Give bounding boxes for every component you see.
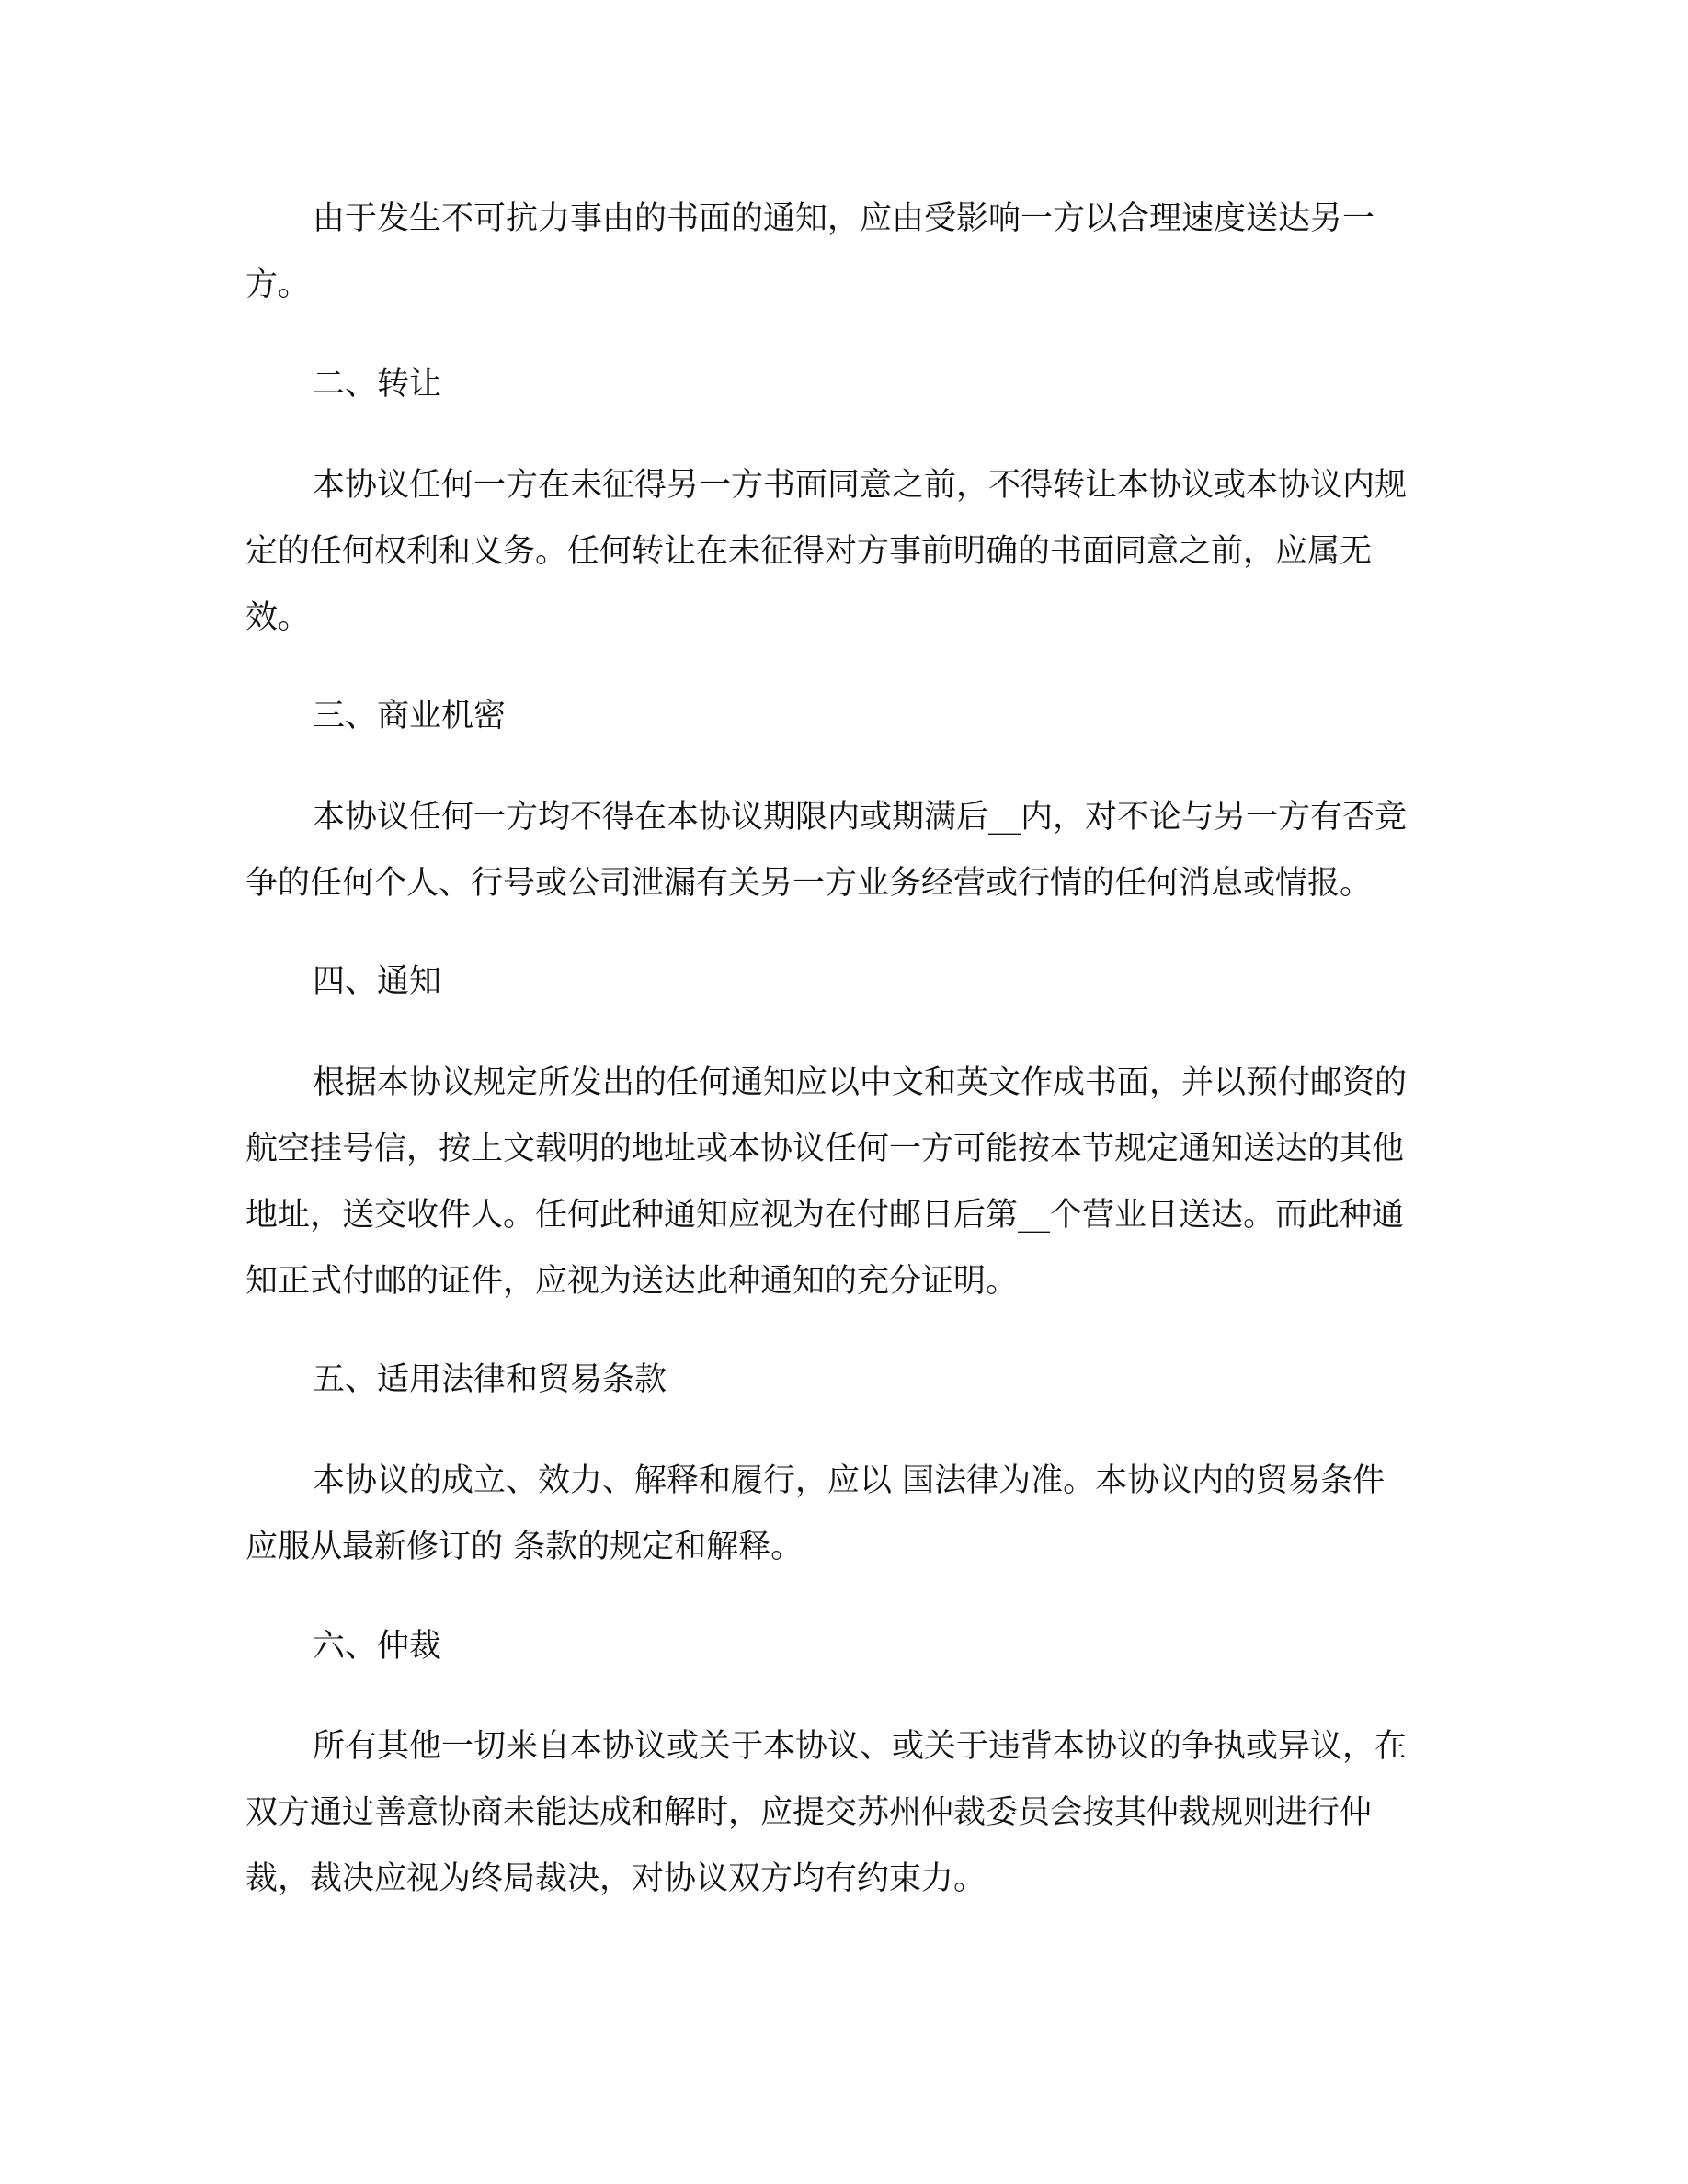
paragraph-line: 知正式付邮的证件，应视为送达此种通知的充分证明。	[245, 1263, 1019, 1300]
paragraph-notice	[245, 1050, 1441, 1314]
paragraph-line: 本协议任何一方在未征得另一方书面同意之前，不得转让本协议或本协议内规	[313, 467, 1408, 504]
paragraph-line: 效。	[245, 599, 311, 636]
paragraph-transfer	[245, 452, 1441, 651]
paragraph-force-majeure	[245, 186, 1441, 318]
paragraph-line: 裁，裁决应视为终局裁决，对协议双方均有约束力。	[245, 1860, 987, 1897]
paragraph-line: 航空挂号信，按上文载明的地址或本协议任何一方可能按本节规定通知送达的其他	[245, 1131, 1405, 1167]
paragraph-arbitration	[245, 1713, 1441, 1912]
section-heading-notice: 四、通知	[313, 963, 442, 1000]
section-heading-transfer: 二、转让	[313, 366, 442, 403]
paragraph-line: 由于发生不可抗力事由的书面的通知，应由受影响一方以合理速度送达另一	[313, 200, 1375, 237]
paragraph-line: 本协议任何一方均不得在本协议期限内或期满后__内，对不论与另一方有否竞	[313, 799, 1408, 836]
paragraph-line: 地址，送交收件人。任何此种通知应视为在付邮日后第__个营业日送达。而此种通	[245, 1197, 1405, 1234]
paragraph-line: 根据本协议规定所发出的任何通知应以中文和英文作成书面，并以预付邮资的	[313, 1064, 1408, 1101]
paragraph-line: 方。	[245, 267, 311, 303]
section-heading-governing-law: 五、适用法律和贸易条款	[313, 1361, 667, 1398]
paragraph-line: 应服从最新修订的 条款的规定和解释。	[245, 1529, 804, 1565]
paragraph-line: 定的任何权利和义务。任何转让在未征得对方事前明确的书面同意之前，应属无	[245, 533, 1373, 570]
paragraph-trade-secrets	[245, 784, 1441, 916]
paragraph-line: 所有其他一切来自本协议或关于本协议、或关于违背本协议的争执或异议，在	[313, 1728, 1408, 1765]
paragraph-line: 双方通过善意协商未能达成和解时，应提交苏州仲裁委员会按其仲裁规则进行仲	[245, 1794, 1373, 1831]
section-heading-trade-secrets: 三、商业机密	[313, 698, 507, 734]
section-heading-arbitration: 六、仲裁	[313, 1628, 442, 1665]
paragraph-governing-law	[245, 1448, 1441, 1580]
paragraph-line: 争的任何个人、行号或公司泄漏有关另一方业务经营或行情的任何消息或情报。	[245, 865, 1373, 902]
paragraph-line: 本协议的成立、效力、解释和履行，应以 国法律为准。本协议内的贸易条件	[313, 1462, 1386, 1499]
